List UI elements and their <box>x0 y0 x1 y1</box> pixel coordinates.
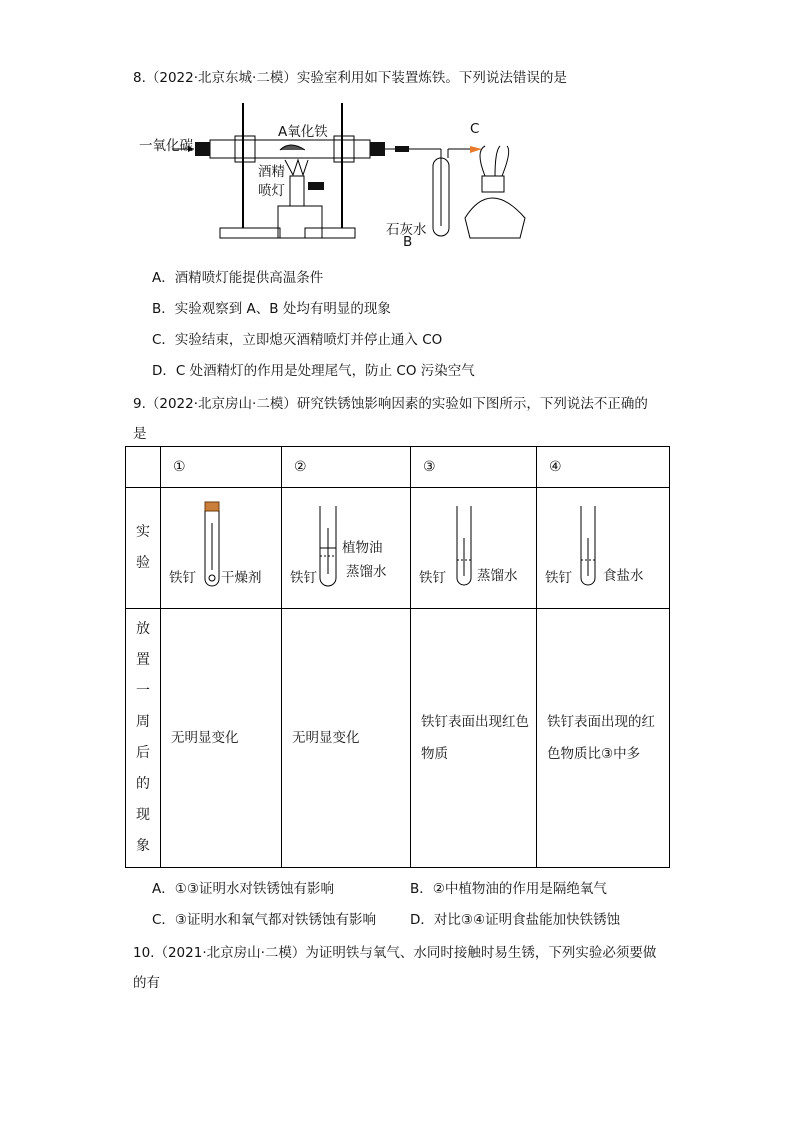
lamp-label-1: 酒精 <box>258 164 285 180</box>
b-label: B <box>403 234 413 250</box>
header-4: ④ <box>537 447 670 488</box>
q9-option-c: C．③证明水和氧气都对铁锈蚀有影响 <box>152 912 377 928</box>
q8-stem: 8.（2022·北京东城·二模）实验室利用如下装置炼铁。下列说法错误的是 <box>133 70 567 86</box>
q9-option-b: B．②中植物油的作用是隔绝氧气 <box>410 881 607 897</box>
iron-oxide-label: A氧化铁 <box>278 124 328 140</box>
experiment-table <box>125 446 670 868</box>
c-label: C <box>470 121 480 137</box>
co-label: 一氧化碳 <box>139 138 193 154</box>
result-4: 铁钉表面出现的红色物质比③中多 <box>537 609 670 868</box>
header-1: ① <box>161 447 282 488</box>
blast-furnace-apparatus-diagram <box>130 98 560 248</box>
q9-option-a: A．①③证明水对铁锈蚀有影响 <box>152 881 334 897</box>
row-label-experiment: 实 验 <box>126 488 161 609</box>
tube-cell-4: 铁钉 食盐水 <box>537 488 670 609</box>
tube-cell-2: 植物油 铁钉 蒸馏水 <box>282 488 411 609</box>
row-label-result: 放 置 一 周 后 的 现 象 <box>126 609 161 868</box>
result-3: 铁钉表面出现红色物质 <box>411 609 537 868</box>
q9-stem-line2: 是 <box>133 426 147 442</box>
q8-option-a: A．酒精喷灯能提供高温条件 <box>152 270 324 286</box>
q10-stem-line1: 10.（2021·北京房山·二模）为证明铁与氧气、水同时接触时易生锈，下列实验必须要做 <box>133 945 657 961</box>
tube-cell-1: 铁钉 干燥剂 <box>161 488 282 609</box>
q8-option-c: C．实验结束，立即熄灭酒精喷灯并停止通入 CO <box>152 332 443 348</box>
result-2: 无明显变化 <box>282 609 411 868</box>
q8-option-d: D．C 处酒精灯的作用是处理尾气，防止 CO 污染空气 <box>152 363 475 379</box>
q9-option-d: D．对比③④证明食盐能加快铁锈蚀 <box>410 912 621 928</box>
result-1: 无明显变化 <box>161 609 282 868</box>
header-2: ② <box>282 447 411 488</box>
test-tube-3-diagram <box>411 488 537 608</box>
header-3: ③ <box>411 447 537 488</box>
q8-option-b: B．实验观察到 A、B 处均有明显的现象 <box>152 301 391 317</box>
table-corner <box>126 447 161 488</box>
limewater-label: 石灰水 <box>386 222 427 238</box>
lamp-label-2: 喷灯 <box>258 183 285 199</box>
q9-stem-line1: 9.（2022·北京房山·二模）研究铁锈蚀影响因素的实验如下图所示，下列说法不正确的 <box>133 396 648 412</box>
test-tube-1-diagram <box>161 488 282 608</box>
tube-cell-3: 铁钉 蒸馏水 <box>411 488 537 609</box>
q10-stem-line2: 的有 <box>133 975 160 991</box>
test-tube-4-diagram <box>537 488 670 608</box>
